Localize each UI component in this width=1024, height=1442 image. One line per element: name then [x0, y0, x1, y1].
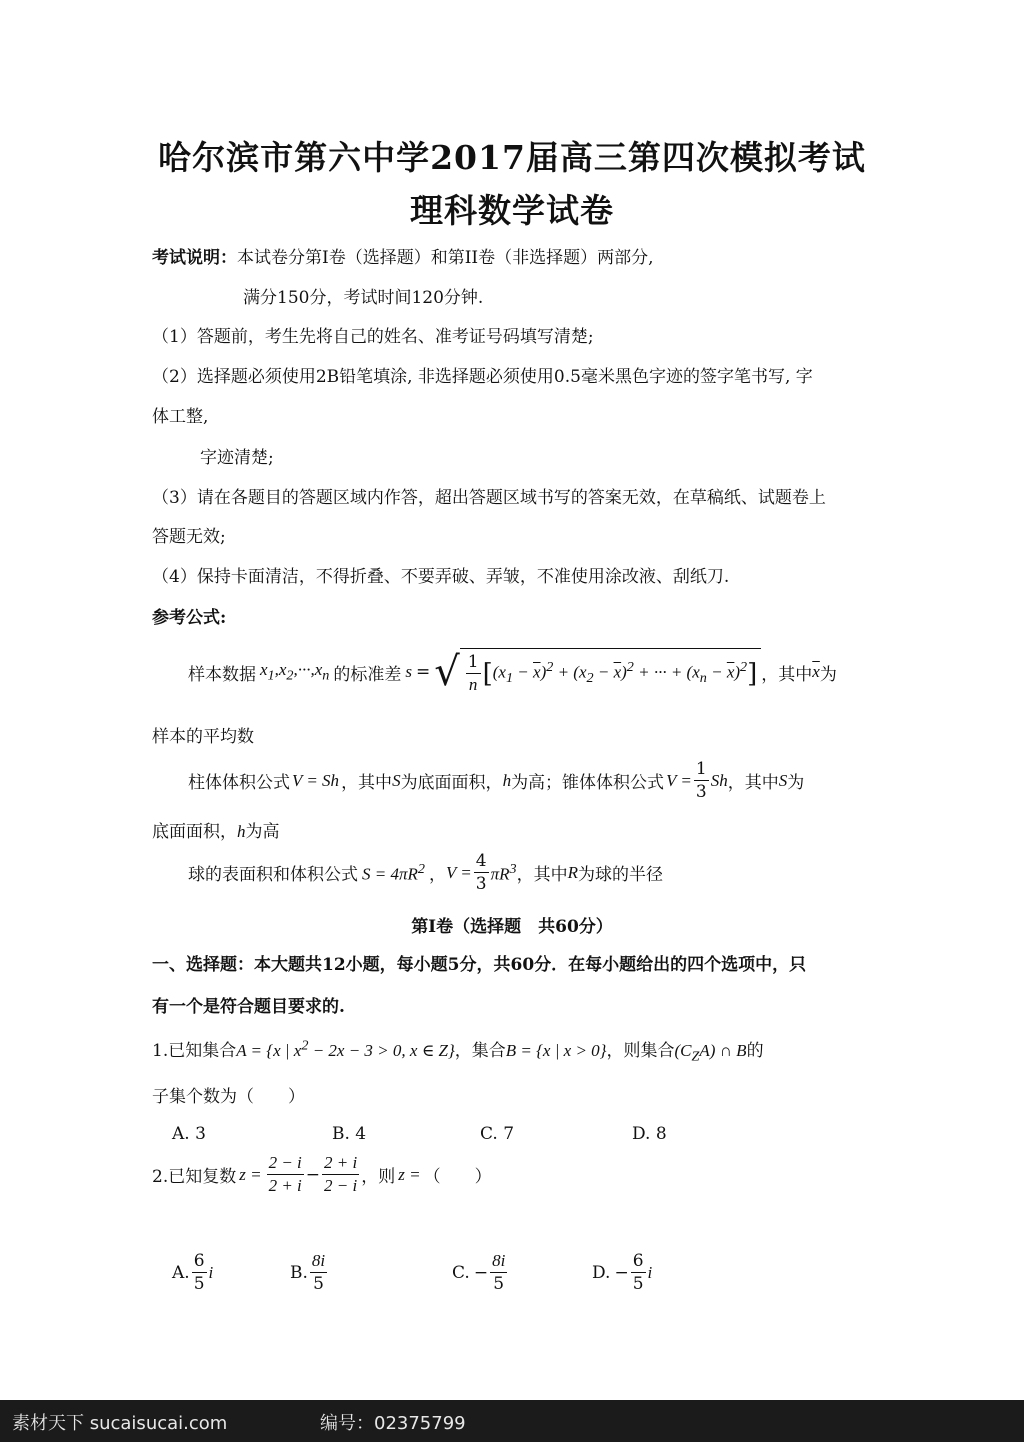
- q1-option-c[interactable]: C. 7: [480, 1124, 515, 1144]
- formulas-label: 参考公式:: [152, 608, 227, 628]
- instruction-item-3b: 答题无效;: [152, 527, 226, 547]
- watermark-bar: [0, 1400, 1024, 1442]
- instruction-item-2b: 体工整,: [152, 407, 209, 427]
- volume-line2: 底面面积，h为高: [152, 822, 280, 842]
- exam-title-line1: 哈尔滨市第六中学2017届高三第四次模拟考试: [158, 138, 866, 177]
- q1-option-a[interactable]: A. 3: [172, 1124, 206, 1144]
- std-dev-formula: 样本数据 $x_1,x_2,\cdot\cdot\cdot,x_n$ 的标准差 s = √ $\frac{1}{n}$ [ $(x_1 - \overline{x})^2 + (x_2 - \overline{x})^2$ + ··· + $(x_n - \overline{x})^2$ ] ，其中 $\overline{x}$ 为: [188, 649, 837, 695]
- volume-formula: 柱体体积公式 V = Sh ，其中 S 为底面面积， h 为高；锥体体积公式 V = $\frac{1}{3}$ Sh ，其中 S 为: [188, 759, 805, 802]
- q2-option-c[interactable]: C. − $\frac{8i}{5}$: [452, 1251, 506, 1294]
- instructions-line1: [152, 243, 654, 268]
- q2-option-b[interactable]: B. $\frac{8i}{5}$: [290, 1251, 326, 1294]
- question-1: 1.已知集合A = {x | $x^2 - 2x - 3 > 0$, x ∈ Z}，集合B = {x | x > 0}，则集合$(C_ZA)$ ∩ B的: [152, 1037, 764, 1065]
- q2-option-d[interactable]: D. − $\frac{6}{5}$ i: [592, 1251, 653, 1294]
- question-2: 2.已知复数 z = $\frac{2 - i}{2 + i}$ − $\frac{2 + i}{2 - i}$ ，则 z = （ ）: [152, 1153, 492, 1195]
- instructions-label: 考试说明：: [152, 248, 237, 268]
- instruction-item-2c: 字迹清楚;: [200, 448, 274, 468]
- section-heading: 第I卷（选择题 共60分）: [411, 917, 613, 937]
- std-dev-line2: 样本的平均数: [152, 727, 254, 747]
- question-1-line2: 子集个数为（ ）: [152, 1087, 305, 1107]
- section-intro-line2: 有一个是符合题目要求的.: [152, 997, 345, 1017]
- instruction-item-2a: （2）选择题必须使用2B铅笔填涂, 非选择题必须使用0.5毫米黑色字迹的签字笔书写, 字: [152, 367, 813, 387]
- instructions-line2: 满分150分，考试时间120分钟.: [243, 288, 484, 308]
- instruction-item-1: （1）答题前，考生先将自己的姓名、准考证号码填写清楚;: [152, 327, 594, 347]
- exam-title-line2: 理科数学试卷: [410, 191, 614, 230]
- q2-option-a[interactable]: A. $\frac{6}{5}$ i: [172, 1251, 214, 1294]
- sphere-formula: 球的表面积和体积公式 $S = 4\pi R^2$ ， V = $\frac{4}{3}$ $\pi R^3$ ，其中 R 为球的半径: [188, 851, 663, 894]
- q1-option-d[interactable]: D. 8: [632, 1124, 667, 1144]
- watermark-brand: 素材天下 sucaisucai.com: [12, 1413, 228, 1434]
- instructions-text: 本试卷分第I卷（选择题）和第II卷（非选择题）两部分,: [237, 248, 654, 268]
- q1-option-b[interactable]: B. 4: [332, 1124, 367, 1144]
- watermark-id: 编号：02375799: [320, 1413, 466, 1434]
- instruction-item-4: （4）保持卡面清洁，不得折叠、不要弄破、弄皱，不准使用涂改液、刮纸刀.: [152, 567, 730, 587]
- section-intro-line1: 一、选择题：本大题共12小题，每小题5分，共60分．在每小题给出的四个选项中，只: [152, 955, 807, 975]
- instruction-item-3a: （3）请在各题目的答题区域内作答，超出答题区域书写的答案无效，在草稿纸、试题卷上: [152, 488, 826, 508]
